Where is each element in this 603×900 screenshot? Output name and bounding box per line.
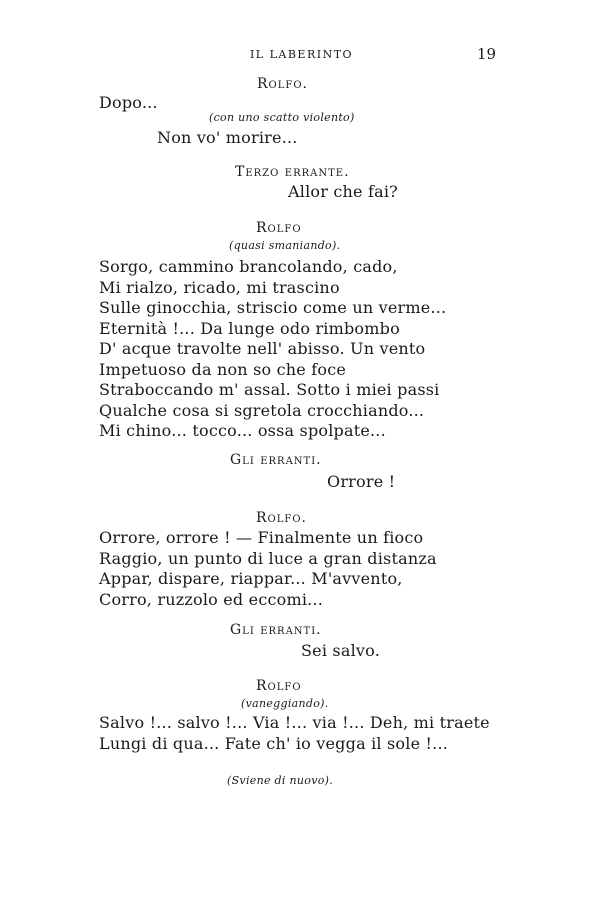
verse-line: Eternità !... Da lunge odo rimbombo [99,318,400,338]
stage-direction: (con uno scatto violento) [209,111,355,124]
verse-line: Straboccando m' assal. Sotto i miei passi [99,380,440,399]
stage-direction-final: (Sviene di nuovo). [227,774,334,787]
verse-line: Qualche cosa si sgretola crocchiando... [99,400,425,420]
verse-line: Lungi di qua... Fate ch' io vegga il sole !... [99,733,449,753]
speaker-rolfo-1: Rolfo. [257,76,308,92]
stage-direction: (vaneggiando). [241,697,329,710]
speaker-rolfo-2: Rolfo [256,220,302,236]
verse-line: Mi rialzo, ricado, mi trascino [99,277,340,297]
verse-stanza [99,257,446,442]
verse-line: Raggio, un punto di luce a gran distanza [99,548,437,568]
speaker-gli-erranti-1: Gli erranti. [230,452,322,468]
verse-line: Orrore ! [327,472,396,491]
running-title: IL LABERINTO [249,48,354,61]
speaker-rolfo-3: Rolfo. [256,510,307,526]
verse-line: Dopo... [99,93,158,112]
verse-line: Corro, ruzzolo ed eccomi... [99,589,324,609]
verse-line: Mi chino... tocco... ossa spolpate... [99,421,386,440]
verse-line: Orrore, orrore ! — Finalmente un fioco [99,528,424,547]
verse-line: D' acque travolte nell' abisso. Un vento [99,339,426,358]
verse-line: Impetuoso da non so che foce [99,359,347,379]
speaker-gli-erranti-2: Gli erranti. [230,622,322,638]
verse-line: Salvo !... salvo !... Via !... via !... Deh, mi traete [99,713,490,732]
verse-line: Appar, dispare, riappar... M'avvento, [99,569,403,588]
speaker-terzo-errante: Terzo errante. [235,164,350,180]
speaker-rolfo-4: Rolfo [256,678,302,694]
page-number: 19 [477,45,497,63]
verse-line: Allor che fai? [288,182,398,201]
verse-stanza [99,528,437,610]
verse-line: Non vo' morire... [157,128,298,147]
verse-stanza [99,713,490,754]
verse-line: Sei salvo. [301,641,380,660]
stage-direction: (quasi smaniando). [229,239,341,252]
verse-line: Sorgo, cammino brancolando, cado, [99,257,398,276]
verse-line: Sulle ginocchia, striscio come un verme... [99,298,447,317]
